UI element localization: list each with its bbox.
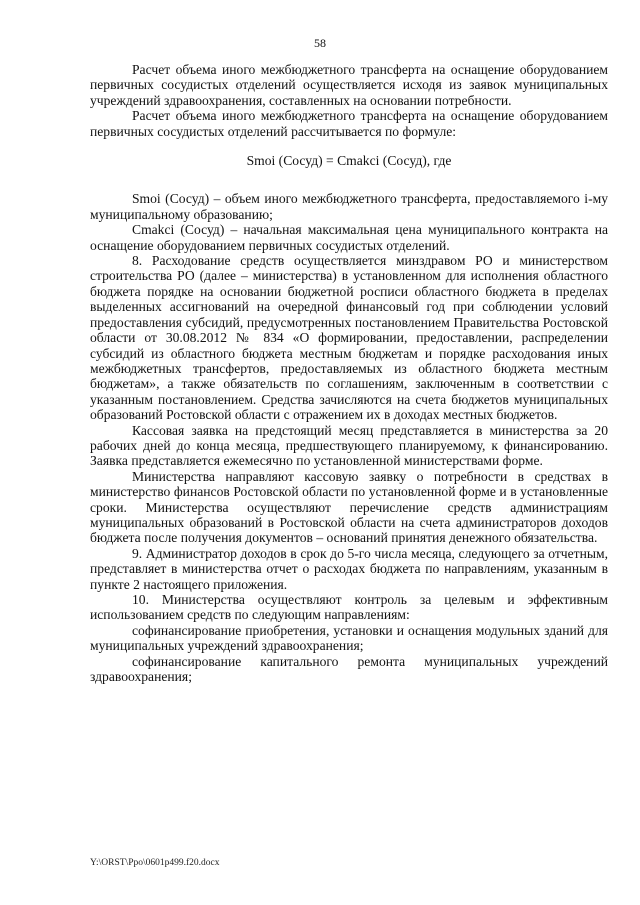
paragraph: Кассовая заявка на предстоящий месяц представляется в министерства за 20 рабочих дней до конца месяца, предшествующего планируемому, к финансированию. Заявка представляется ежемесячно по установленной министерствами форме. bbox=[90, 422, 608, 469]
paragraph: Министерства направляют кассовую заявку о потребности в средствах в министерство финансов Ростовской области по установленной форме и в установленные сроки. Министерства осуществляют перечисление средств администрациям муниципальных образований в Ростовской области на счета администраторов доходов бюджета после получения документов – оснований принятия денежного обязательства. bbox=[90, 468, 608, 546]
paragraph: 9. Администратор доходов в срок до 5-го числа месяца, следующего за отчетным, представляет в министерства отчет о расходах бюджета по направлениям, указанным в пункте 2 настоящего приложения. bbox=[90, 545, 608, 592]
paragraph: Расчет объема иного межбюджетного трансферта на оснащение оборудованием первичных сосудистых отделений осуществляется исходя из заявок муниципальных учреждений здравоохранения, составленных на основании потребности. bbox=[90, 62, 608, 108]
paragraph: Cmakci (Сосуд) – начальная максимальная цена муниципального контракта на оснащение оборудованием первичных сосудистых отделений. bbox=[90, 222, 608, 253]
paragraph: Smoi (Сосуд) – объем иного межбюджетного трансферта, предоставляемого i-му муниципальному образованию; bbox=[90, 191, 608, 222]
document-body bbox=[90, 62, 608, 684]
paragraph: софинансирование капитального ремонта муниципальных учреждений здравоохранения; bbox=[90, 653, 608, 685]
footer-file-path: Y:\ORST\Ppo\0601p499.f20.docx bbox=[90, 858, 220, 868]
paragraph: софинансирование приобретения, установки и оснащения модульных зданий для муниципальных учреждений здравоохранения; bbox=[90, 622, 608, 654]
formula: Smoi (Сосуд) = Cmakci (Сосуд), где bbox=[246, 153, 452, 169]
paragraph: Расчет объема иного межбюджетного трансферта на оснащение оборудованием первичных сосудистых отделений рассчитывается по формуле: bbox=[90, 108, 608, 139]
paragraph: 10. Министерства осуществляют контроль за целевым и эффективным использованием средств по следующим направлениям: bbox=[90, 592, 608, 623]
paragraph: 8. Расходование средств осуществляется минздравом РО и министерством строительства РО (далее – министерства) в установленном для исполнения областного бюджета порядке на основании бюджетной росписи областного бюджета в пределах выделенных ассигнований на очередной финансовый год при соблюдении условий предоставления субсидий, предусмотренных постановлением Правительства Ростовской области от 30.08.2012 № 834 «О формировании, предоставлении, распределении субсидий из областного бюджета местным бюджетам и порядке расходования иных межбюджетных трансфертов, предоставляемых из областного бюджета местным бюджетам», а также обязательств по соглашениям, заключенным в соответствии с указанным постановлением. Средства зачисляются на счета бюджетов муниципальных образований Ростовской области с отражением их в доходах местных бюджетов. bbox=[90, 253, 608, 423]
page-number: 58 bbox=[314, 36, 326, 50]
